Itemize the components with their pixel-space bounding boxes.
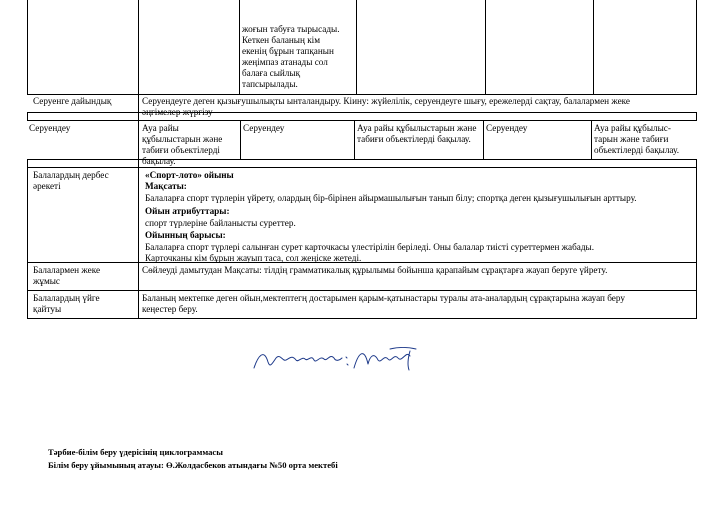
walk-label-1: Серуендеу: [29, 123, 71, 133]
row-label-individual: Балалармен жеке: [33, 265, 101, 275]
row-label-going-home: Балалардың үйге: [33, 293, 100, 303]
walk-observation-2: Ауа райы құбылыстарын және: [357, 123, 477, 133]
individual-text: Сөйлеуді дамытудан Мақсаты: тілдің грамматикалық құрылымы бойынша қарапайым сұрақтарға жауап беруге үйрету.: [142, 265, 608, 275]
prep-walk-text: әңгімелер жүргізу: [142, 107, 213, 117]
progress-text: Карточканы кім бұрын жауып таса, сол жеңіске жетеді.: [145, 253, 362, 263]
walk-observation-1: бақылау.: [142, 156, 176, 166]
text-line: жеңімпаз атанады сол: [242, 57, 328, 67]
row-label-going-home: қайтуы: [33, 304, 62, 314]
walk-observation-2: табиғи объектілерді бақылау.: [357, 134, 471, 144]
game-title: «Спорт-лото» ойыны: [145, 170, 234, 180]
text-line: Кеткен баланың кім: [242, 35, 321, 45]
walk-label-2: Серуендеу: [243, 123, 285, 133]
walk-observation-3: объектілерді бақылау.: [594, 145, 679, 155]
walk-observation-3: Ауа райы құбылыс-: [594, 123, 671, 133]
going-home-text: кеңестер беру.: [142, 304, 198, 314]
row-label-independent: Балалардың дербес: [33, 170, 109, 180]
row-label-independent: әрекеті: [33, 181, 61, 191]
walk-label-3: Серуендеу: [486, 123, 528, 133]
row-label-prep-walk: Серуенге дайындық: [33, 96, 112, 106]
walk-observation-3: тарын және табиғи: [594, 134, 669, 144]
walk-observation-1: құбылыстарын және: [142, 134, 223, 144]
text-line: тапсырылады.: [242, 79, 298, 89]
attributes-heading: Ойын атрибуттары:: [145, 206, 230, 216]
progress-text: Балаларға спорт түрлері салынған сурет карточкасы үлестірілін беріледі. Оны балалар тиісті суреттермен жабады.: [145, 242, 595, 252]
row-label-individual: жұмыс: [33, 276, 61, 286]
prep-walk-text: Серуендеуге деген қызығушылықты ынталандыру. Кіину: жүйелілік, серуендеуге шығу, ережелерді сақтау, балалармен жеке: [142, 96, 630, 106]
text-line: екенің бұрын тапқанын: [242, 46, 334, 56]
text-line: жоғын табуға тырысады.: [242, 24, 340, 34]
attributes-text: спорт түрлеріне байланысты суреттер.: [145, 218, 296, 228]
goal-text: Балаларға спорт түрлерін үйрету, олардың бір-бірінен айырмашылығын танып білу; спортқа деген қызығушылығын арттыру.: [145, 193, 637, 203]
going-home-text: Баланың мектепке деген ойын,мектептегң достарымен қарым-қатынастары туралы ата-аналардың сұрақтарына жауап беру: [142, 293, 625, 303]
walk-observation-1: табиғи объектілерді: [142, 145, 220, 155]
footer-title: Тәрбие-білім беру үдерісінің циклограммасы: [48, 447, 223, 457]
text-line: балаға сыйлық: [242, 68, 301, 78]
footer-organization: Білім беру ұйымының атауы: Ө.Жолдасбеков атындағы №50 орта мектебі: [48, 460, 338, 470]
signature-image: [250, 338, 430, 378]
goal-heading: Мақсаты:: [145, 181, 187, 191]
progress-heading: Ойынның барысы:: [145, 230, 226, 240]
walk-observation-1: Ауа райы: [142, 123, 179, 133]
